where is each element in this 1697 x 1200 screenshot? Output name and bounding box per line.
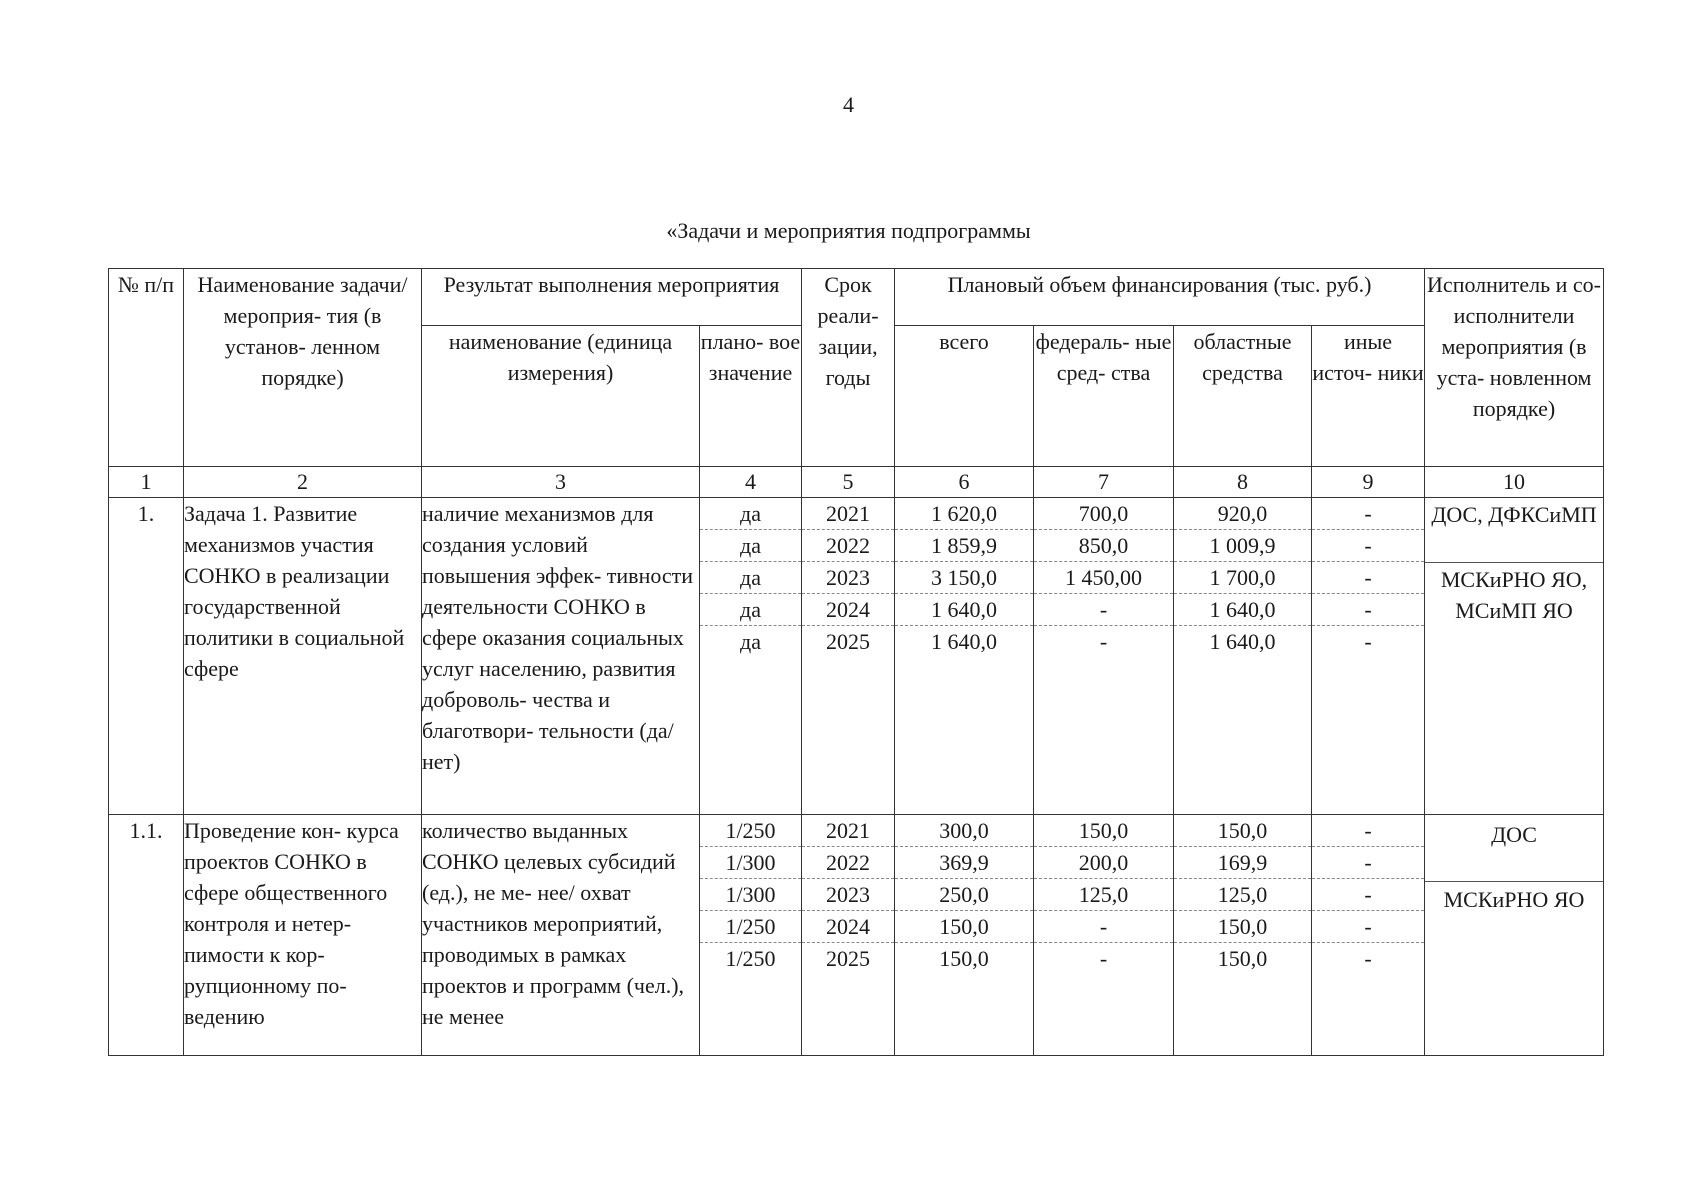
other-value: - bbox=[1312, 594, 1424, 626]
total-value: 250,0 bbox=[895, 879, 1033, 911]
plan-value: 1/250 bbox=[700, 815, 801, 847]
regional-values bbox=[1174, 815, 1312, 1056]
federal-value: - bbox=[1099, 946, 1108, 971]
regional-value: 150,0 bbox=[1174, 815, 1311, 847]
executor-main: ДОС, ДФКСиМП bbox=[1425, 498, 1603, 563]
page-number: 4 bbox=[843, 92, 854, 117]
row-name: Задача 1. Развитие механизмов участия СОНКО в реализации государственной политики в социальной сфере bbox=[184, 498, 422, 815]
year-value: 2024 bbox=[802, 911, 894, 943]
executor-cell bbox=[1425, 498, 1604, 815]
year-value: 2023 bbox=[802, 562, 894, 594]
table-row bbox=[109, 498, 1604, 815]
plan-value: 1/250 bbox=[725, 946, 776, 971]
header-fin-total: всего bbox=[895, 326, 1034, 467]
other-value: - bbox=[1312, 847, 1424, 879]
year-values bbox=[802, 498, 895, 815]
other-value: - bbox=[1312, 815, 1424, 847]
year-value: 2023 bbox=[802, 879, 894, 911]
federal-value: 125,0 bbox=[1034, 879, 1173, 911]
row-result: количество выданных СОНКО целевых субсидий (ед.), не ме- нее/ охват участников мероприятий, проводимых в рамках проектов и программ (чел.), не менее bbox=[422, 815, 700, 1056]
regional-value: 1 009,9 bbox=[1174, 530, 1311, 562]
regional-value: 920,0 bbox=[1174, 498, 1311, 530]
header-fin-regional: областные средства bbox=[1174, 326, 1312, 467]
plan-value: да bbox=[700, 530, 801, 562]
total-value: 300,0 bbox=[895, 815, 1033, 847]
header-finance-group: Плановый объем финансирования (тыс. руб.) bbox=[895, 269, 1425, 326]
regional-value: 1 700,0 bbox=[1174, 562, 1311, 594]
year-value: 2021 bbox=[802, 815, 894, 847]
total-value: 1 640,0 bbox=[931, 629, 997, 654]
row-name: Проведение кон- курса проектов СОНКО в сфере общественного контроля и нетер- пимости к кор- рупционному по- ведению bbox=[184, 815, 422, 1056]
column-number: 5 bbox=[802, 467, 895, 498]
federal-value: - bbox=[1099, 629, 1108, 654]
header-name: Наименование задачи/мероприя- тия (в установ- ленном порядке) bbox=[184, 269, 422, 467]
regional-value: 1 640,0 bbox=[1174, 594, 1311, 626]
column-number: 9 bbox=[1312, 467, 1425, 498]
total-value: 150,0 bbox=[939, 946, 989, 971]
total-values bbox=[895, 815, 1034, 1056]
row-num: 1. bbox=[109, 498, 184, 815]
document-title: «Задачи и мероприятия подпрограммы bbox=[666, 218, 1031, 243]
other-value: - bbox=[1312, 562, 1424, 594]
plan-values bbox=[700, 815, 802, 1056]
total-value: 1 859,9 bbox=[895, 530, 1033, 562]
header-result-plan: плано- вое значение bbox=[700, 326, 802, 467]
federal-value: 700,0 bbox=[1034, 498, 1173, 530]
column-number: 6 bbox=[895, 467, 1034, 498]
row-num: 1.1. bbox=[109, 815, 184, 1056]
executor-main: ДОС bbox=[1425, 815, 1603, 882]
other-value: - bbox=[1312, 530, 1424, 562]
header-num: № п/п bbox=[109, 269, 184, 467]
year-value: 2024 bbox=[802, 594, 894, 626]
header-result-name: наименование (единица измерения) bbox=[422, 326, 700, 467]
federal-value: 200,0 bbox=[1034, 847, 1173, 879]
year-value: 2021 bbox=[802, 498, 894, 530]
total-values bbox=[895, 498, 1034, 815]
total-value: 1 640,0 bbox=[895, 594, 1033, 626]
other-values bbox=[1312, 498, 1425, 815]
total-value: 3 150,0 bbox=[895, 562, 1033, 594]
plan-value: да bbox=[700, 594, 801, 626]
other-value: - bbox=[1312, 879, 1424, 911]
executor-co: МСКиРНО ЯО bbox=[1443, 887, 1585, 912]
federal-value: - bbox=[1034, 911, 1173, 943]
year-value: 2025 bbox=[826, 946, 870, 971]
header-row-1 bbox=[109, 269, 1604, 326]
column-number: 4 bbox=[700, 467, 802, 498]
year-values bbox=[802, 815, 895, 1056]
federal-value: 850,0 bbox=[1034, 530, 1173, 562]
regional-value: 1 640,0 bbox=[1209, 629, 1276, 654]
header-result-group: Результат выполнения мероприятия bbox=[422, 269, 802, 326]
plan-value: 1/250 bbox=[700, 911, 801, 943]
column-number: 10 bbox=[1425, 467, 1604, 498]
regional-value: 125,0 bbox=[1174, 879, 1311, 911]
plan-value: да bbox=[700, 562, 801, 594]
other-value: - bbox=[1312, 911, 1424, 943]
regional-value: 150,0 bbox=[1174, 911, 1311, 943]
plan-values bbox=[700, 498, 802, 815]
plan-value: да bbox=[700, 498, 801, 530]
total-value: 369,9 bbox=[895, 847, 1033, 879]
other-values bbox=[1312, 815, 1425, 1056]
header-fin-other: иные источ- ники bbox=[1312, 326, 1425, 467]
plan-value: 1/300 bbox=[700, 847, 801, 879]
executor-co: МСКиРНО ЯО, МСиМП ЯО bbox=[1440, 567, 1588, 623]
other-value: - bbox=[1364, 946, 1372, 971]
year-value: 2022 bbox=[802, 847, 894, 879]
federal-value: 150,0 bbox=[1034, 815, 1173, 847]
column-number: 8 bbox=[1174, 467, 1312, 498]
other-value: - bbox=[1364, 629, 1372, 654]
year-value: 2025 bbox=[826, 629, 870, 654]
plan-value: да bbox=[740, 629, 761, 654]
column-number: 2 bbox=[184, 467, 422, 498]
executor-cell bbox=[1425, 815, 1604, 1056]
table-row bbox=[109, 815, 1604, 1056]
header-executor: Исполнитель и со- исполнители мероприятия (в уста- новленном порядке) bbox=[1425, 269, 1604, 467]
federal-value: 1 450,00 bbox=[1034, 562, 1173, 594]
federal-values bbox=[1034, 815, 1174, 1056]
header-fin-federal: федераль- ные сред- ства bbox=[1034, 326, 1174, 467]
year-value: 2022 bbox=[802, 530, 894, 562]
row-result: наличие механизмов для создания условий повышения эффек- тивности деятельности СОНКО в сфере оказания социальных услуг населению, развития доброволь- чества и благотвори- тельности (да/нет) bbox=[422, 498, 700, 815]
column-number-row bbox=[109, 467, 1604, 498]
column-number: 1 bbox=[109, 467, 184, 498]
federal-values bbox=[1034, 498, 1174, 815]
header-term: Срок реали- зации, годы bbox=[802, 269, 895, 467]
total-value: 1 620,0 bbox=[895, 498, 1033, 530]
column-number: 3 bbox=[422, 467, 700, 498]
total-value: 150,0 bbox=[895, 911, 1033, 943]
other-value: - bbox=[1312, 498, 1424, 530]
column-number: 7 bbox=[1034, 467, 1174, 498]
regional-values bbox=[1174, 498, 1312, 815]
federal-value: - bbox=[1034, 594, 1173, 626]
regional-value: 150,0 bbox=[1217, 946, 1268, 971]
regional-value: 169,9 bbox=[1174, 847, 1311, 879]
tasks-table bbox=[108, 268, 1604, 1056]
plan-value: 1/300 bbox=[700, 879, 801, 911]
